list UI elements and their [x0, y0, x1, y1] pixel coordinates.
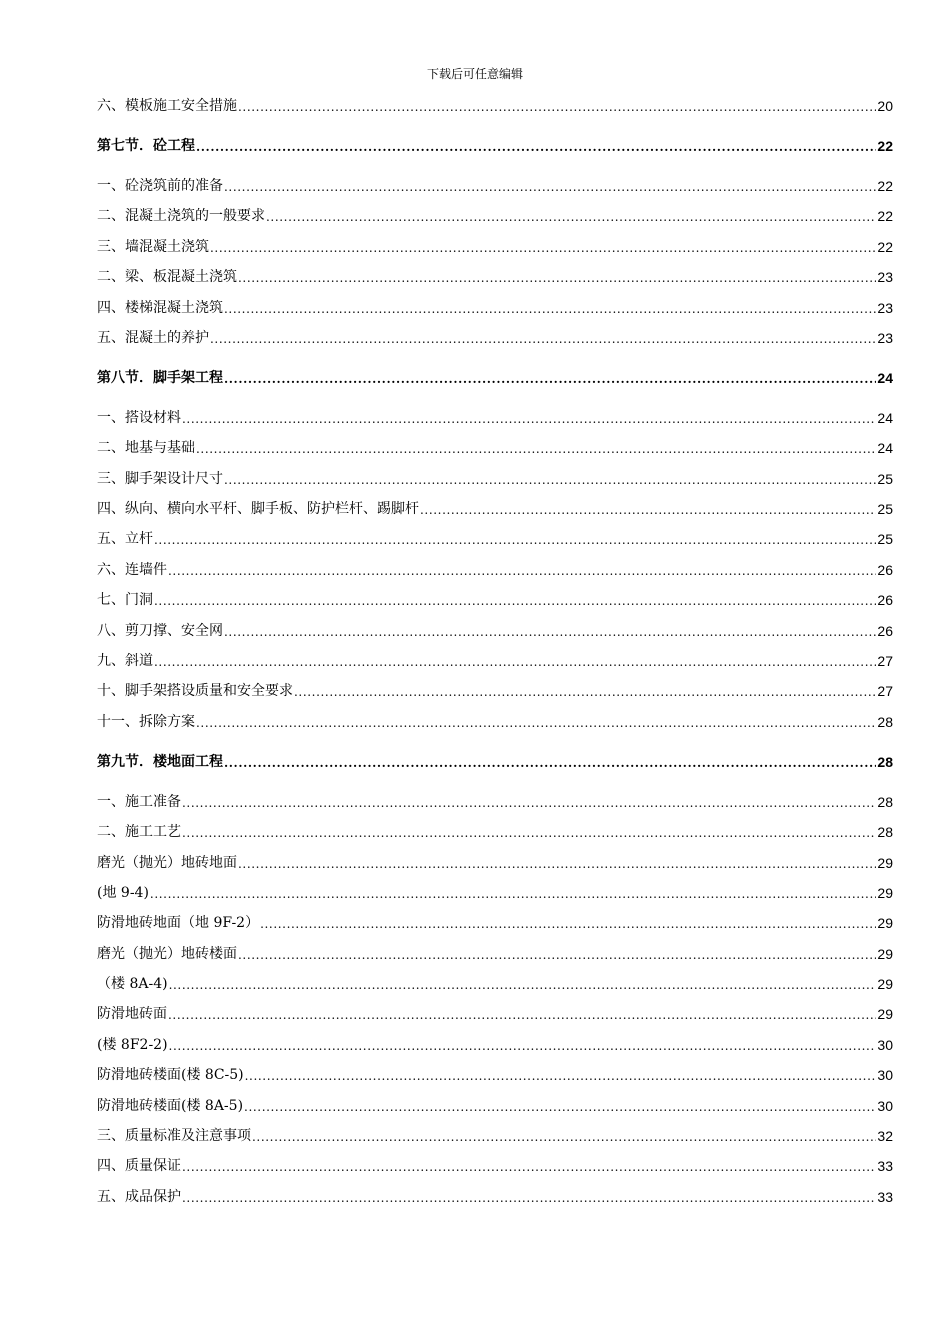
- toc-dot-leader: [154, 652, 876, 670]
- toc-entry[interactable]: [97, 468, 893, 488]
- toc-dot-leader: [196, 439, 876, 457]
- toc-dot-leader: [224, 177, 876, 195]
- toc-entry[interactable]: [97, 407, 893, 427]
- toc-entry-page-number: 22: [877, 208, 893, 224]
- toc-entry-title: 一、搭设材料: [97, 410, 181, 426]
- toc-entry-title: 二、梁、板混凝土浇筑: [97, 269, 237, 285]
- toc-entry[interactable]: [97, 1034, 893, 1054]
- toc-dot-leader: [245, 1066, 877, 1084]
- toc-dot-leader: [244, 1097, 876, 1115]
- toc-entry-title: 五、混凝土的养护: [97, 330, 209, 346]
- toc-dot-leader: [210, 238, 876, 256]
- toc-entry-page-number: 30: [877, 1098, 893, 1114]
- toc-dot-leader: [169, 1036, 877, 1054]
- toc-entry-page-number: 24: [877, 440, 893, 456]
- toc-dot-leader: [182, 409, 876, 427]
- toc-entry[interactable]: [97, 620, 893, 640]
- toc-entry[interactable]: [97, 973, 893, 993]
- toc-entry-title: 四、纵向、横向水平杆、脚手板、防护栏杆、踢脚杆: [97, 501, 419, 517]
- toc-entry[interactable]: [97, 528, 893, 548]
- toc-entry-title: （楼 8A-4): [97, 976, 168, 992]
- toc-dot-leader: [420, 500, 876, 518]
- toc-entry[interactable]: [97, 943, 893, 963]
- toc-dot-leader: [252, 1127, 876, 1145]
- toc-entry-page-number: 28: [877, 754, 893, 770]
- toc-entry-title: 四、质量保证: [97, 1158, 181, 1174]
- toc-dot-leader: [224, 622, 876, 640]
- toc-entry-title: 十一、拆除方案: [97, 714, 195, 730]
- toc-entry[interactable]: [97, 498, 893, 518]
- toc-dot-leader: [224, 299, 876, 317]
- toc-entry-page-number: 26: [877, 623, 893, 639]
- toc-dot-leader: [196, 137, 876, 155]
- toc-entry-title: 一、砼浇筑前的准备: [97, 178, 223, 194]
- toc-entry-title: 防滑地砖地面（地 9F-2）: [97, 915, 260, 931]
- toc-entry[interactable]: [97, 1064, 893, 1084]
- toc-entry-title: 四、楼梯混凝土浇筑: [97, 300, 223, 316]
- toc-entry[interactable]: [97, 559, 893, 579]
- toc-entry-page-number: 22: [877, 178, 893, 194]
- toc-dot-leader: [150, 884, 877, 902]
- toc-entry[interactable]: [97, 1003, 893, 1023]
- toc-entry-title: 九、斜道: [97, 653, 153, 669]
- toc-entry-page-number: 24: [877, 370, 893, 386]
- toc-entry-page-number: 25: [877, 471, 893, 487]
- toc-entry[interactable]: [97, 821, 893, 841]
- toc-dot-leader: [294, 682, 876, 700]
- toc-entry-title: 第九节．楼地面工程: [97, 754, 223, 770]
- toc-dot-leader: [154, 530, 876, 548]
- toc-entry-page-number: 29: [877, 855, 893, 871]
- toc-entry-title: 六、模板施工安全措施: [97, 98, 237, 114]
- toc-entry-title: 三、墙混凝土浇筑: [97, 239, 209, 255]
- toc-entry-page-number: 29: [877, 1006, 893, 1022]
- toc-entry-title: 二、地基与基础: [97, 440, 195, 456]
- toc-dot-leader: [260, 914, 876, 932]
- toc-entry-title: (楼 8F2-2): [97, 1037, 168, 1053]
- toc-entry-page-number: 22: [877, 239, 893, 255]
- toc-entry-title: 六、连墙件: [97, 562, 167, 578]
- toc-dot-leader: [168, 1005, 876, 1023]
- toc-entry[interactable]: [97, 1125, 893, 1145]
- toc-entry[interactable]: [97, 266, 893, 286]
- toc-dot-leader: [238, 97, 876, 115]
- toc-entry[interactable]: [97, 882, 893, 902]
- toc-section-entry[interactable]: [97, 367, 893, 387]
- toc-entry[interactable]: [97, 711, 893, 731]
- toc-entry-page-number: 33: [877, 1158, 893, 1174]
- toc-entry[interactable]: [97, 1155, 893, 1175]
- toc-dot-leader: [169, 975, 877, 993]
- toc-entry-page-number: 33: [877, 1189, 893, 1205]
- toc-entry-page-number: 29: [877, 976, 893, 992]
- toc-entry-page-number: 29: [877, 885, 893, 901]
- toc-dot-leader: [238, 945, 876, 963]
- toc-entry-title: 十、脚手架搭设质量和安全要求: [97, 683, 293, 699]
- toc-entry[interactable]: [97, 589, 893, 609]
- toc-entry[interactable]: [97, 297, 893, 317]
- toc-entry-title: 第八节．脚手架工程: [97, 370, 223, 386]
- toc-entry-title: 三、脚手架设计尺寸: [97, 471, 223, 487]
- toc-entry-page-number: 27: [877, 683, 893, 699]
- toc-entry[interactable]: [97, 852, 893, 872]
- toc-dot-leader: [168, 561, 876, 579]
- toc-entry[interactable]: [97, 236, 893, 256]
- toc-dot-leader: [224, 470, 876, 488]
- toc-dot-leader: [182, 793, 876, 811]
- toc-dot-leader: [182, 1157, 876, 1175]
- toc-entry-page-number: 32: [877, 1128, 893, 1144]
- toc-entry-title: 二、施工工艺: [97, 824, 181, 840]
- toc-entry-page-number: 29: [877, 946, 893, 962]
- toc-dot-leader: [224, 753, 876, 771]
- toc-entry-page-number: 24: [877, 410, 893, 426]
- toc-dot-leader: [154, 591, 876, 609]
- toc-entry-page-number: 25: [877, 531, 893, 547]
- toc-entry-title: 磨光（抛光）地砖楼面: [97, 946, 237, 962]
- toc-dot-leader: [224, 369, 876, 387]
- toc-entry-title: 一、施工准备: [97, 794, 181, 810]
- toc-entry[interactable]: [97, 1186, 893, 1206]
- toc-entry-page-number: 28: [877, 824, 893, 840]
- toc-dot-leader: [196, 713, 876, 731]
- toc-dot-leader: [182, 823, 876, 841]
- toc-entry-page-number: 23: [877, 330, 893, 346]
- toc-entry-page-number: 23: [877, 300, 893, 316]
- toc-entry-page-number: 26: [877, 562, 893, 578]
- toc-entry-page-number: 29: [877, 915, 893, 931]
- toc-entry-title: 防滑地砖楼面(楼 8C-5): [97, 1067, 244, 1083]
- toc-entry[interactable]: [97, 327, 893, 347]
- toc-entry-title: 二、混凝土浇筑的一般要求: [97, 208, 265, 224]
- toc-dot-leader: [266, 207, 876, 225]
- toc-entry[interactable]: [97, 791, 893, 811]
- toc-entry[interactable]: [97, 437, 893, 457]
- toc-entry[interactable]: [97, 912, 893, 932]
- toc-entry-page-number: 25: [877, 501, 893, 517]
- toc-entry[interactable]: [97, 95, 893, 115]
- toc-entry-page-number: 23: [877, 269, 893, 285]
- toc-entry-title: 防滑地砖面: [97, 1006, 167, 1022]
- toc-dot-leader: [238, 268, 876, 286]
- toc-entry-title: 七、门洞: [97, 592, 153, 608]
- toc-dot-leader: [238, 854, 876, 872]
- toc-entry-title: (地 9-4): [97, 885, 149, 901]
- toc-entry-title: 五、成品保护: [97, 1189, 181, 1205]
- toc-section-entry[interactable]: [97, 751, 893, 771]
- toc-entry-page-number: 22: [877, 138, 893, 154]
- toc-entry-page-number: 28: [877, 794, 893, 810]
- toc-entry-page-number: 27: [877, 653, 893, 669]
- toc-entry[interactable]: [97, 205, 893, 225]
- toc-entry-page-number: 20: [877, 98, 893, 114]
- toc-entry-page-number: 30: [877, 1037, 893, 1053]
- toc-entry-title: 八、剪刀撑、安全网: [97, 623, 223, 639]
- toc-dot-leader: [182, 1188, 876, 1206]
- toc-entry-title: 第七节．砼工程: [97, 138, 195, 154]
- toc-entry-title: 防滑地砖楼面(楼 8A-5): [97, 1098, 244, 1114]
- toc-entry-title: 磨光（抛光）地砖地面: [97, 855, 237, 871]
- toc-entry[interactable]: [97, 680, 893, 700]
- toc-entry[interactable]: [97, 175, 893, 195]
- toc-entry-title: 三、质量标准及注意事项: [97, 1128, 251, 1144]
- toc-dot-leader: [210, 329, 876, 347]
- toc-entry-page-number: 30: [877, 1067, 893, 1083]
- toc-entry-page-number: 28: [877, 714, 893, 730]
- toc-entry[interactable]: [97, 1095, 893, 1115]
- toc-entry-title: 五、立杆: [97, 531, 153, 547]
- toc-section-entry[interactable]: [97, 135, 893, 155]
- toc-entry-page-number: 26: [877, 592, 893, 608]
- toc-entry[interactable]: [97, 650, 893, 670]
- page-header: 下载后可任意编辑: [426, 67, 523, 81]
